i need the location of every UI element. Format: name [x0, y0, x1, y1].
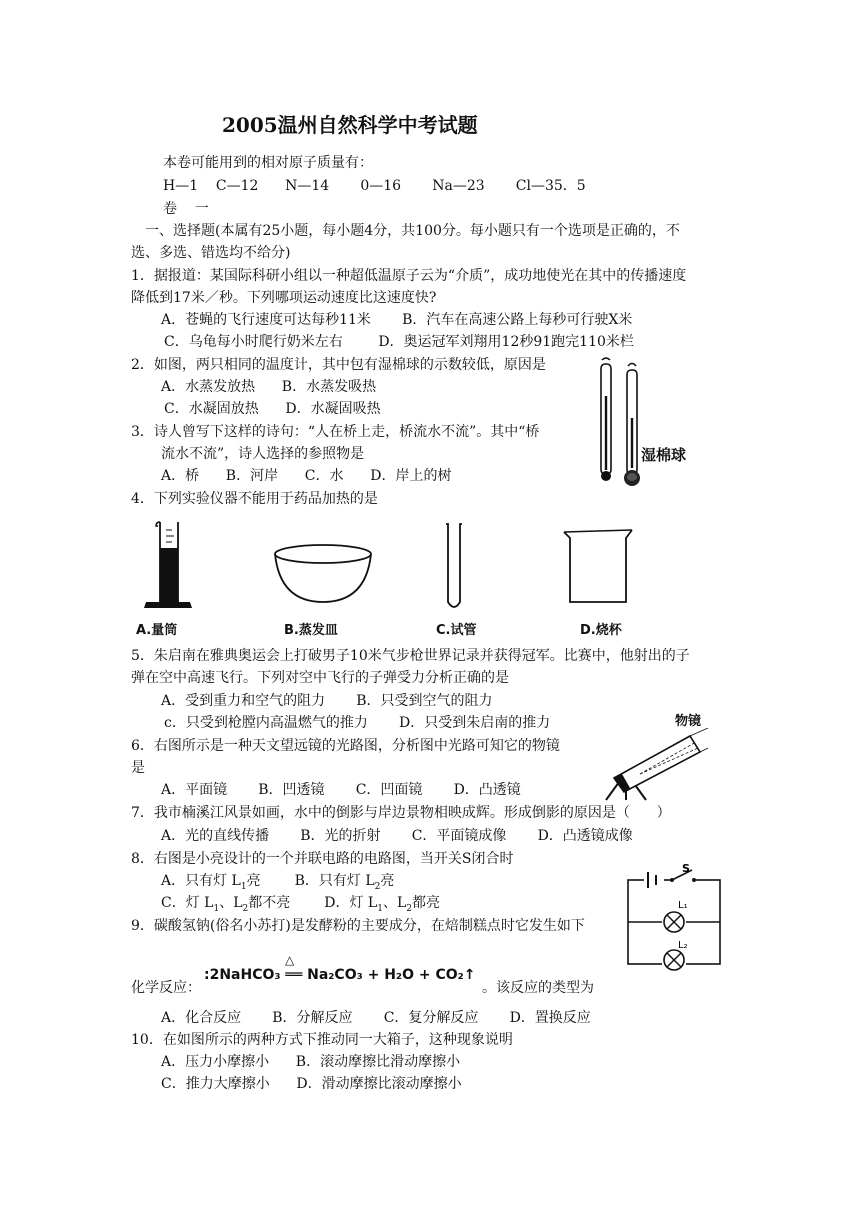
q9-stem: 9．碳酸氢钠(俗名小苏打)是发酵粉的主要成分，在焙制糕点时它发生如下: [131, 918, 585, 934]
apparatus-label-c: C.试管: [436, 623, 477, 638]
q1-stem: 1．据报道：某国际科研小组以一种超低温原子云为“介质”，成功地使光在其中的传播速度: [131, 268, 687, 284]
test-tube-icon: [446, 524, 462, 607]
apparatus-label-b: B.蒸发皿: [284, 623, 338, 638]
q3-stem: 3．诗人曾写下这样的诗句：“人在桥上走，桥流水不流”。其中“桥: [131, 424, 540, 440]
q8-options-ab: [161, 872, 394, 896]
q3-options: A．桥 B．河岸 C．水 D．岸上的树: [161, 468, 452, 484]
q8-stem: 8．右图是小亮设计的一个并联电路的电路图，当开关S闭合时: [131, 851, 514, 867]
section-heading-cont: 选、多选、错选均不给分): [131, 245, 291, 261]
volume-label: 卷 一: [163, 201, 209, 217]
apparatus-label-a: A.量筒: [136, 623, 178, 638]
atomic-mass-note: 本卷可能用到的相对原子质量有：: [163, 155, 373, 171]
q2-options-ab: A．水蒸发放热 B．水蒸发吸热: [161, 379, 377, 395]
circuit-diagram: [620, 860, 730, 972]
q8-option-a: A．只有灯 $L_1$亮: [161, 873, 261, 892]
beaker-icon: [564, 530, 632, 602]
graduated-cylinder-icon: [144, 522, 192, 608]
atomic-mass-list: H—1 C—12 N—14 0—16 Na—23 Cl—35．5: [163, 178, 586, 194]
q5-options-cd: c．只受到枪膛内高温燃气的推力 D．只受到朱启南的推力: [164, 715, 551, 731]
q10-options-cd: C．推力大摩擦小 D．滑动摩擦比滚动摩擦小: [161, 1076, 462, 1092]
q10-stem: 10．在如图所示的两种方式下推动同一大箱子，这种现象说明: [131, 1032, 513, 1048]
q7-stem: 7．我市楠溪江风景如画，水中的倒影与岸边景物相映成辉。形成倒影的原因是（ ）: [131, 805, 671, 821]
q5-stem: 5．朱启南在雅典奥运会上打破男子10米气步枪世界记录并获得冠军。比赛中，他射出的子: [131, 648, 690, 664]
q10-options-ab: A．压力小摩擦小 B．滚动摩擦比滑动摩擦小: [161, 1054, 461, 1070]
lamp2-label: L₂: [678, 940, 688, 951]
q6-options: A．平面镜 B．凹透镜 C．凹面镜 D．凸透镜: [161, 782, 521, 798]
telescope-figure: [600, 728, 710, 804]
q8-options-cd: [161, 894, 440, 918]
q3-stem-cont: 流水不流”，诗人选择的参照物是: [161, 446, 365, 462]
lab-apparatus-figure: [130, 518, 750, 618]
q8-option-d: D．灯 $L_1$、$L_2$都亮: [324, 895, 440, 914]
q8-option-b: B．只有灯 $L_2$亮: [294, 873, 395, 892]
q2-stem: 2．如图，两只相同的温度计，其中包有湿棉球的示数较低，原因是: [131, 357, 546, 373]
wet-cotton-label: 湿棉球: [641, 446, 687, 464]
q9-options: A．化合反应 B．分解反应 C．复分解反应 D．置换反应: [161, 1010, 591, 1026]
q1-stem-cont: 降低到17米／秒。下列哪项运动速度比这速度快?: [131, 290, 437, 306]
q7-options: A．光的直线传播 B．光的折射 C．平面镜成像 D．凸透镜成像: [161, 828, 633, 844]
thermometer-figure: [596, 356, 692, 490]
chemical-equation: :2NaHCO₃ ══ Na₂CO₃ + H₂O + CO₂↑: [204, 967, 476, 983]
reaction-condition: △: [285, 953, 295, 967]
q5-options-ab: A．受到重力和空气的阻力 B．只受到空气的阻力: [161, 693, 493, 709]
q2-options-cd: C．水凝固放热 D．水凝固吸热: [164, 401, 381, 417]
section-heading: 一、选择题(本属有25小题，每小题4分，共100分。每小题只有一个选项是正确的，不: [145, 223, 680, 239]
q9-stem-pre: 化学反应：: [131, 980, 201, 996]
q1-options-ab: A．苍蝇的飞行速度可达每秒11米 B．汽车在高速公路上每秒可行驶X米: [161, 312, 633, 328]
q6-stem: 6．右图所示是一种天文望远镜的光路图，分析图中光路可知它的物镜: [131, 738, 560, 754]
q5-stem-cont: 弹在空中高速飞行。下列对空中飞行的子弹受力分析正确的是: [131, 670, 509, 686]
switch-label: S: [682, 862, 690, 875]
apparatus-label-d: D.烧杯: [580, 623, 622, 638]
q6-stem-cont: 是: [131, 760, 145, 776]
evaporating-dish-icon: [275, 545, 371, 602]
page-title: 2005温州自然科学中考试题: [222, 113, 478, 137]
q8-option-c: C．灯 $L_1$、$L_2$都不亮: [161, 895, 291, 914]
q4-stem: 4．下列实验仪器不能用于药品加热的是: [131, 491, 378, 507]
q9-stem-post: 。该反应的类型为: [482, 980, 594, 996]
q1-options-cd: C．乌龟每小时爬行奶米左右 D．奥运冠军刘翔用12秒91跑完110米栏: [164, 334, 634, 350]
objective-lens-label: 物镜: [675, 714, 702, 729]
lamp1-label: L₁: [678, 900, 688, 911]
